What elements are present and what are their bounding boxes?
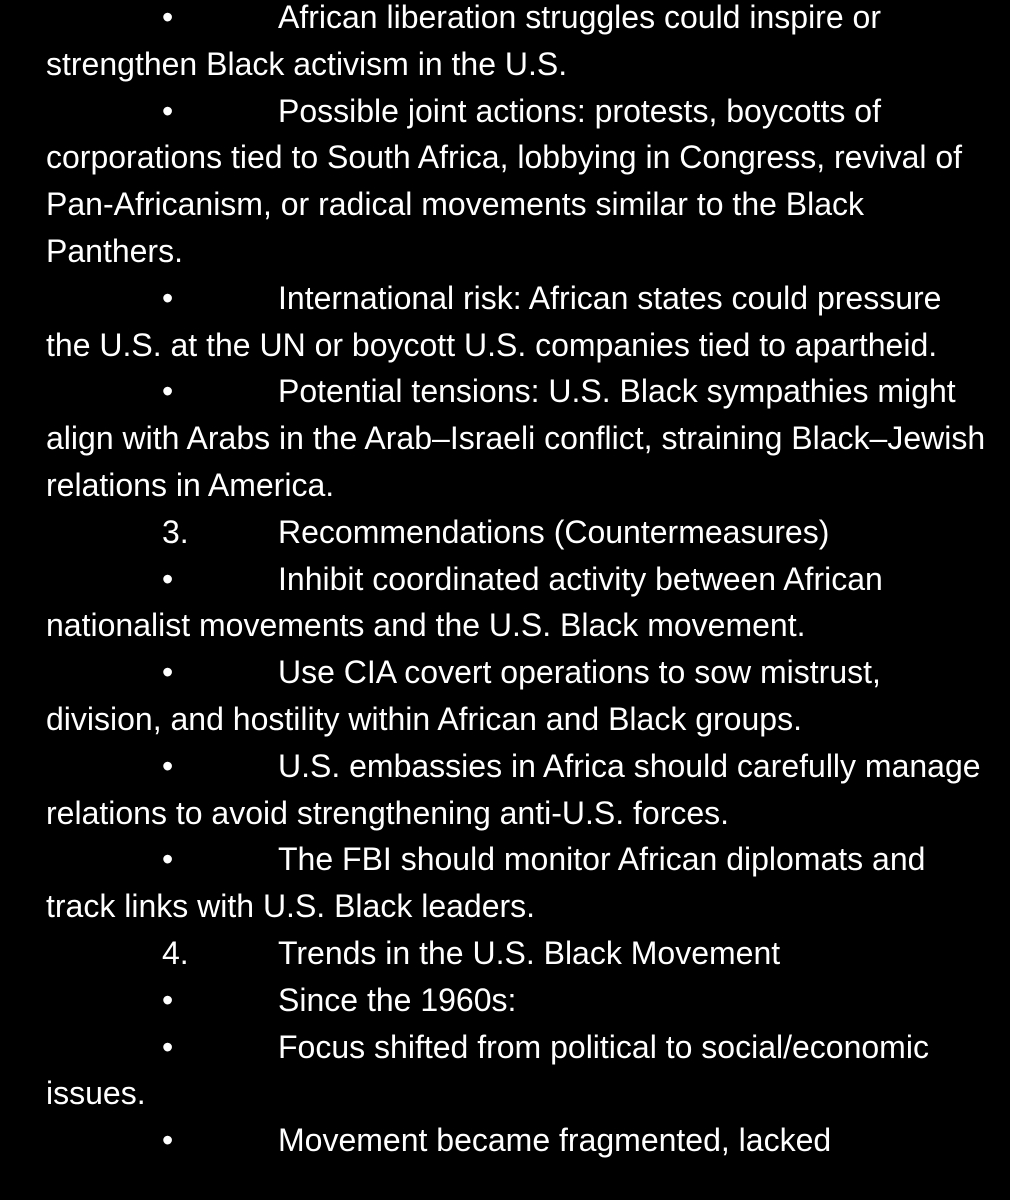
list-item	[46, 0, 986, 88]
bullet-marker: •	[162, 841, 174, 878]
list-item-text: Use CIA covert operations to sow mistrust, division, and hostility within African and Black groups.	[46, 654, 881, 737]
list-item	[46, 368, 986, 508]
list-item	[46, 836, 986, 930]
bullet-marker: •	[162, 560, 174, 597]
list-item	[46, 1024, 986, 1118]
list-item-text: International risk: African states could pressure the U.S. at the UN or boycott U.S. companies tied to apartheid.	[46, 279, 942, 363]
section-title: Recommendations (Countermeasures)	[278, 513, 830, 550]
section-number: 3.	[162, 513, 189, 550]
bullet-marker: •	[162, 1122, 174, 1159]
list-item	[46, 1117, 986, 1164]
list-item-text: African liberation struggles could inspire or strengthen Black activism in the U.S.	[46, 0, 881, 82]
list-item-text: Since the 1960s:	[278, 981, 517, 1018]
list-item	[46, 977, 986, 1024]
list-item-text: Movement became fragmented, lacked	[278, 1122, 832, 1159]
bullet-marker: •	[162, 981, 174, 1018]
list-item-text: Potential tensions: U.S. Black sympathies might align with Arabs in the Arab–Israeli conflict, straining Black–Jewish relations in America.	[46, 373, 986, 503]
bullet-marker: •	[162, 0, 174, 35]
bullet-marker: •	[162, 1028, 174, 1065]
list-item-text: Possible joint actions: protests, boycotts of corporations tied to South Africa, lobbying in Congress, revival of Pan-Africanism, or radical movements similar to the Black Panthers.	[46, 92, 963, 269]
list-item-text: U.S. embassies in Africa should carefully manage relations to avoid strengthening anti-U.S. forces.	[46, 747, 981, 831]
list-item	[46, 556, 986, 650]
list-item	[46, 649, 986, 743]
list-item	[46, 275, 986, 369]
list-item	[46, 88, 986, 275]
list-item-text: Inhibit coordinated activity between African nationalist movements and the U.S. Black movement.	[46, 560, 883, 644]
document-body	[46, 0, 986, 1164]
bullet-marker: •	[162, 92, 174, 129]
bullet-marker: •	[162, 747, 174, 784]
section-heading	[46, 930, 986, 977]
list-item	[46, 743, 986, 837]
section-number: 4.	[162, 934, 189, 971]
section-heading	[46, 509, 986, 556]
section-title: Trends in the U.S. Black Movement	[278, 934, 781, 971]
list-item-text: Focus shifted from political to social/economic issues.	[46, 1028, 929, 1112]
bullet-marker: •	[162, 373, 174, 410]
bullet-marker: •	[162, 654, 174, 691]
list-item-text: The FBI should monitor African diplomats and track links with U.S. Black leaders.	[46, 841, 926, 925]
bullet-marker: •	[162, 279, 174, 316]
